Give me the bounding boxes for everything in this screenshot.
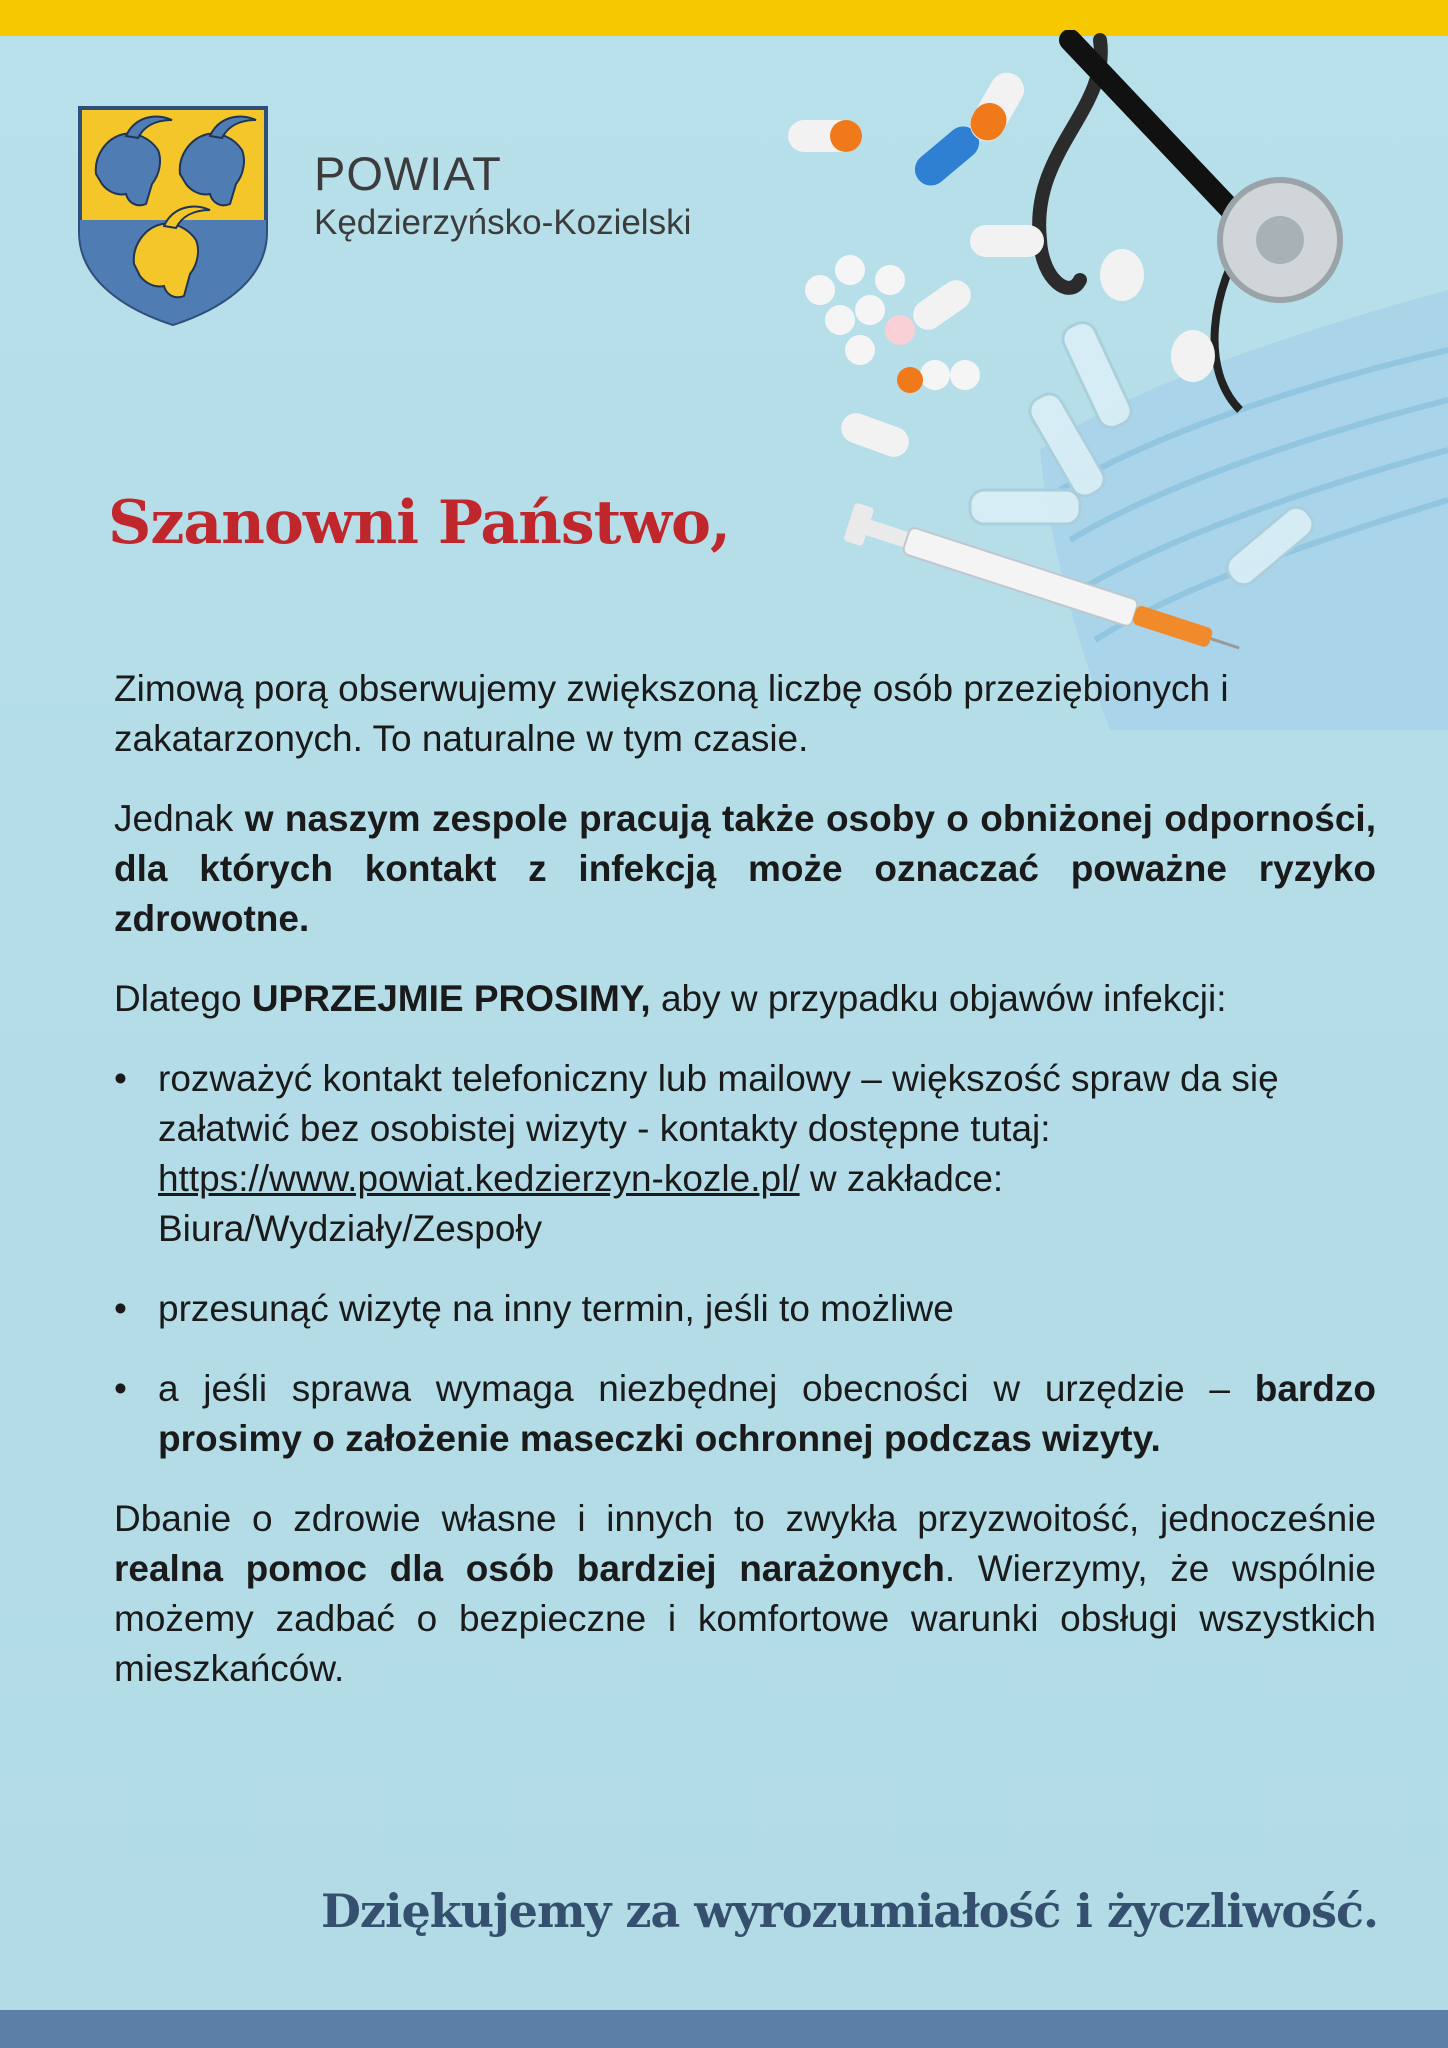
list-item — [114, 1364, 1376, 1464]
notice-content — [114, 664, 1376, 1724]
request-paragraph — [114, 974, 1376, 1024]
request-tail: aby w przypadku objawów infekcji: — [650, 978, 1227, 1019]
brand-block — [314, 146, 691, 244]
intro-paragraph — [114, 664, 1376, 764]
list-item-text: przesunąć wizytę na inny termin, jeśli to możliwe — [158, 1288, 954, 1329]
medical-supplies-illustration — [780, 30, 1448, 730]
list-item-text: rozważyć kontakt telefoniczny lub mailowy – większość spraw da się załatwić bez osobistej wizyty - kontakty dostępne tutaj: — [158, 1058, 1279, 1149]
list-item-emphasis: bardzo prosimy o założenie maseczki ochronnej podczas wizyty. — [158, 1368, 1376, 1459]
greeting-heading: Szanowni Państwo, — [108, 488, 730, 558]
risk-lead: Jednak — [114, 798, 245, 839]
list-item-text: a jeśli sprawa wymaga niezbędnej obecności w urzędzie – — [158, 1368, 1255, 1409]
bullet-icon: • — [114, 1288, 127, 1329]
request-emphasis: UPRZEJMIE PROSIMY, — [251, 978, 651, 1019]
bullet-icon: • — [114, 1368, 127, 1409]
intro-text: Zimową porą obserwujemy zwiększoną liczbę osób przeziębionych i zakatarzonych. To naturalne w tym czasie. — [114, 668, 1229, 759]
list-item — [114, 1284, 1376, 1334]
closing-paragraph — [114, 1494, 1376, 1694]
brand-title: POWIAT — [314, 147, 502, 200]
list-item-tail: w zakładce: Biura/Wydziały/Zespoły — [158, 1158, 1004, 1249]
pills-icon — [788, 66, 1044, 461]
request-list — [114, 1054, 1376, 1464]
closing-lead: Dbanie o zdrowie własne i innych to zwykła przyzwoitość, jednocześnie — [114, 1498, 1376, 1539]
risk-paragraph — [114, 794, 1376, 944]
brand-subtitle: Kędzierzyńsko-Kozielski — [314, 203, 692, 242]
list-item — [114, 1054, 1376, 1254]
risk-emphasis: w naszym zespole pracują także osoby o obniżonej odporności, dla których kontakt z infekcją może oznaczać poważne ryzyko zdrowotne. — [114, 798, 1376, 939]
closing-tail: . Wierzymy, że wspólnie możemy zadbać o bezpieczne i komfortowe warunki obsługi wszystkich mieszkańców. — [114, 1548, 1376, 1689]
bullet-icon: • — [114, 1058, 127, 1099]
website-link[interactable]: https://www.powiat.kedzierzyn-kozle.pl/ — [158, 1158, 800, 1199]
closing-emphasis: realna pomoc dla osób bardziej narażonych — [114, 1548, 945, 1589]
coat-of-arms-icon — [76, 104, 270, 326]
request-lead: Dlatego — [114, 978, 252, 1019]
bottom-accent-bar — [0, 2010, 1448, 2048]
thanks-heading: Dziękujemy za wyrozumiałość i życzliwość. — [320, 1884, 1378, 1938]
